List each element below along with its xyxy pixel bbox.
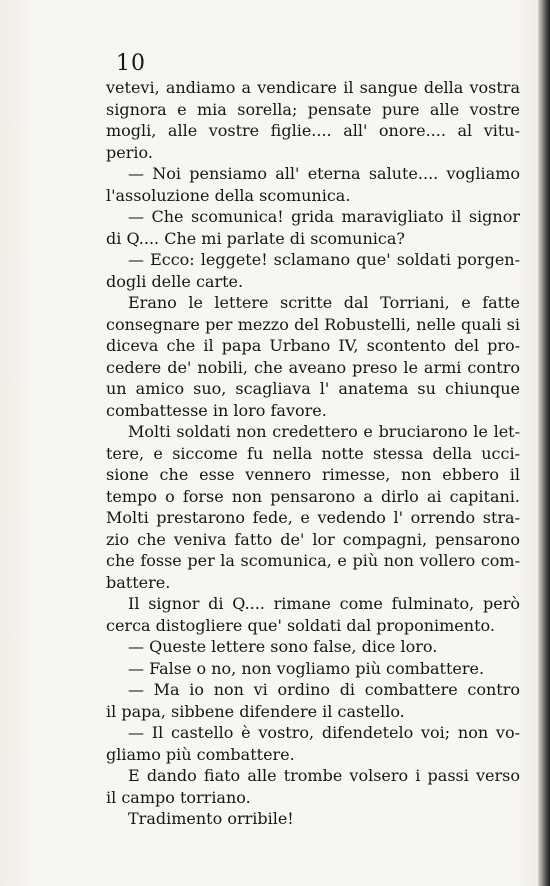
text-line: — Ma io non vi ordino di combattere contro — [128, 680, 520, 699]
text-line: E dando fiato alle trombe volsero i passi verso — [128, 766, 520, 785]
text-line: sione che esse vennero rimesse, non ebbero il — [106, 465, 520, 484]
text-line: battere. — [106, 572, 171, 592]
text-line: perio. — [106, 142, 153, 162]
text-line: di Q.... Che mi parlate di scomunica? — [106, 228, 405, 248]
text-line: cerca distogliere que' soldati dal proponimento. — [106, 615, 495, 635]
text-line: tempo o forse non pensarono a dirlo ai capitani. — [106, 486, 520, 506]
text-line: mogli, alle vostre figlie.... all' onore.... al vitu- — [106, 121, 520, 140]
text-line: un amico suo, scagliava l' anatema su chiunque — [106, 379, 520, 398]
text-line: che fosse per la scomunica, e più non vollero com- — [106, 551, 520, 570]
text-line: diceva che il papa Urbano IV, scontento del pro- — [106, 336, 520, 355]
text-line: Tradimento orribile! — [128, 809, 294, 828]
text-line: zio che veniva fatto de' lor compagni, pensarono — [106, 529, 520, 549]
text-line: — Noi pensiamo all' eterna salute.... vogliamo — [128, 164, 520, 183]
text-line: — Queste lettere sono false, dice loro. — [128, 637, 438, 656]
text-line: tere, e siccome fu nella notte stessa della ucci- — [106, 443, 520, 463]
text-line: — Ecco: leggete! sclamano que' soldati porgen- — [128, 250, 520, 269]
text-line: Il signor di Q.... rimane come fulminato, però — [128, 594, 520, 613]
book-spine-edge — [538, 0, 550, 886]
text-line: dogli delle carte. — [106, 271, 244, 291]
text-line: l'assoluzione della scomunica. — [106, 185, 351, 205]
text-line: Molti soldati non credettero e bruciarono le let- — [128, 422, 520, 441]
page-text-block — [106, 77, 520, 830]
text-line: — Che scomunica! grida maravigliato il signor — [128, 207, 520, 226]
text-line: cedere de' nobili, che aveano preso le armi contro — [106, 357, 520, 377]
text-line: il papa, sibbene difendere il castello. — [106, 701, 405, 721]
text-line: il campo torriano. — [106, 787, 251, 807]
text-line: gliamo più combattere. — [106, 744, 295, 764]
text-line: vetevi, andiamo a vendicare il sangue della vostra — [106, 78, 520, 97]
text-line: Erano le lettere scritte dal Torriani, e fatte — [128, 293, 520, 312]
text-line: signora e mia sorella; pensate pure alle vostre — [106, 99, 520, 119]
text-line: — Il castello è vostro, difendetelo voi; non vo- — [128, 723, 520, 742]
text-line: combattesse in loro favore. — [106, 400, 327, 420]
text-line: consegnare per mezzo del Robustelli, nelle quali si — [106, 314, 520, 334]
text-line: Molti prestarono fede, e vedendo l' orrendo stra- — [106, 508, 520, 527]
page-number: 10 — [116, 51, 146, 76]
text-line: — False o no, non vogliamo più combattere. — [128, 658, 485, 678]
